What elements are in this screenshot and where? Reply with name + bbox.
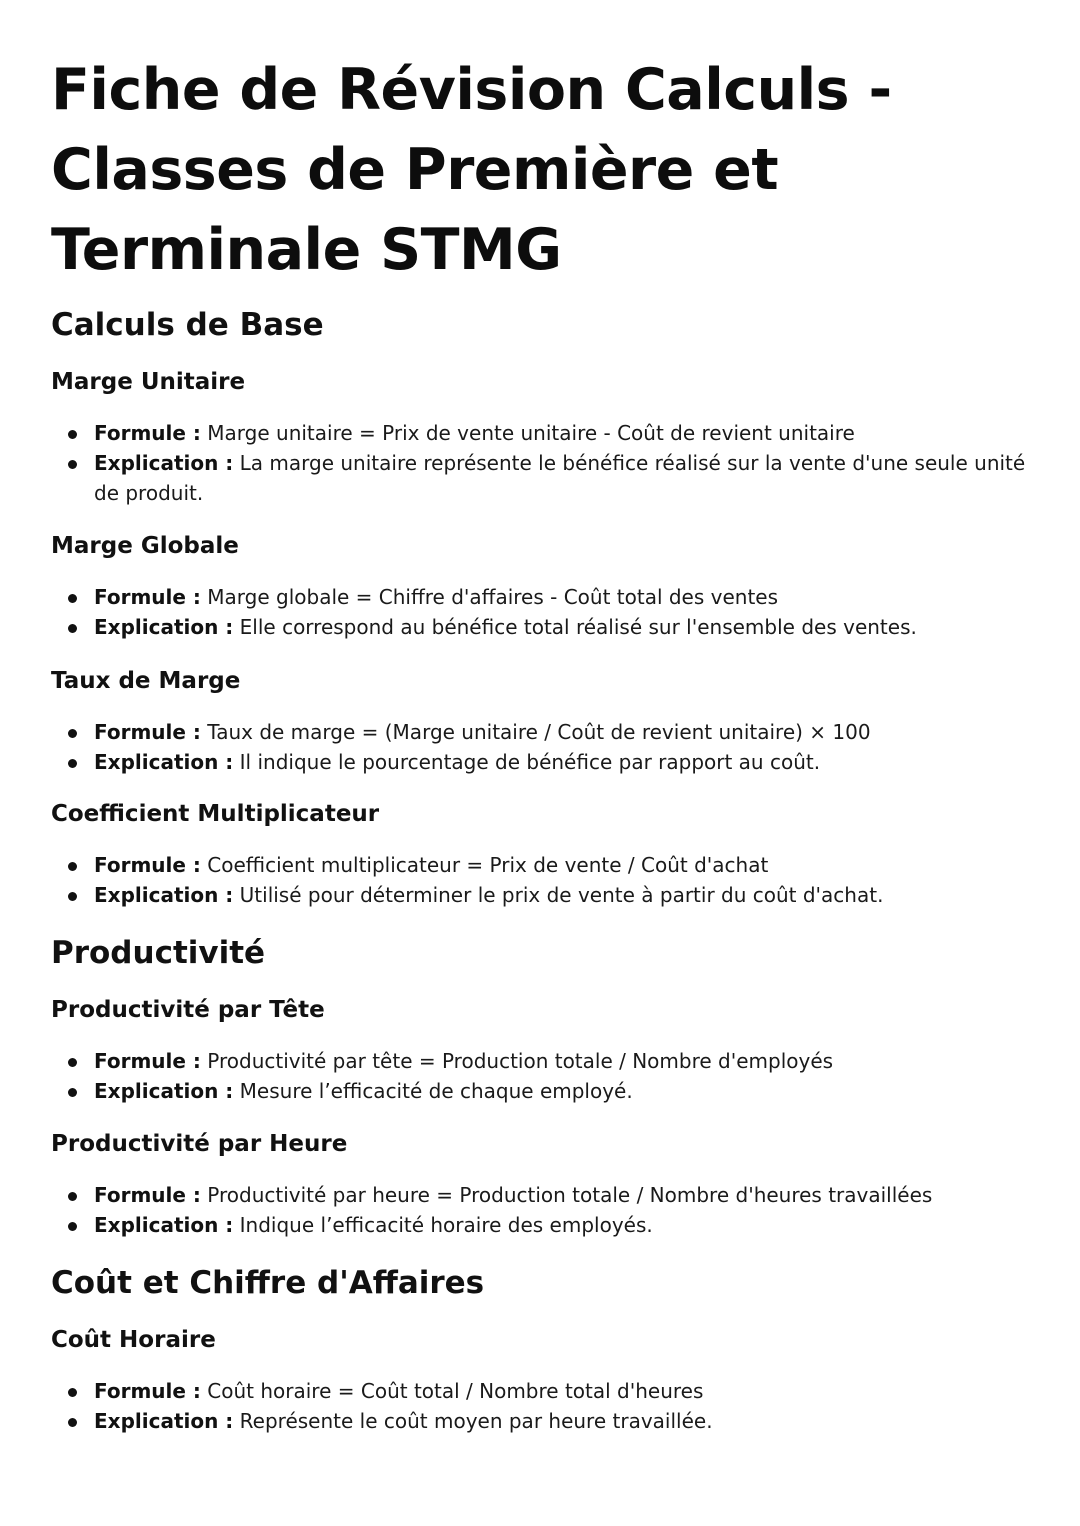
subsection-heading-productivite-par-heure: Productivité par Heure bbox=[51, 1131, 348, 1157]
list-item-explanation bbox=[94, 1406, 1030, 1436]
formula-text: Marge unitaire = Prix de vente unitaire - Coût de revient unitaire bbox=[207, 421, 855, 445]
formula-label: Formule : bbox=[94, 1183, 201, 1207]
subsection-heading-coefficient-multiplicateur: Coefficient Multiplicateur bbox=[51, 801, 380, 827]
explanation-text: Utilisé pour déterminer le prix de vente à partir du coût d'achat. bbox=[239, 883, 884, 907]
formula-label: Formule : bbox=[94, 421, 201, 445]
formula-label: Formule : bbox=[94, 853, 201, 877]
explanation-label: Explication : bbox=[94, 750, 234, 774]
formula-text: Taux de marge = (Marge unitaire / Coût de revient unitaire) × 100 bbox=[207, 720, 871, 744]
explanation-label: Explication : bbox=[94, 1079, 234, 1103]
explanation-text: La marge unitaire représente le bénéfice réalisé sur la vente d'une seule unité de produit. bbox=[94, 451, 1026, 505]
formula-list-marge-unitaire bbox=[51, 418, 1030, 508]
page-title: Fiche de Révision Calculs - Classes de Première et Terminale STMG bbox=[51, 57, 892, 283]
formula-text: Coût horaire = Coût total / Nombre total d'heures bbox=[207, 1379, 704, 1403]
list-item-formula bbox=[94, 717, 1030, 747]
subsection-heading-marge-unitaire: Marge Unitaire bbox=[51, 369, 246, 395]
explanation-text: Indique l’efficacité horaire des employés. bbox=[239, 1213, 653, 1237]
list-item-explanation bbox=[94, 1210, 1030, 1240]
section-heading-calculs-de-base: Calculs de Base bbox=[51, 307, 324, 343]
list-item-explanation bbox=[94, 880, 1030, 910]
explanation-text: Représente le coût moyen par heure travaillée. bbox=[239, 1409, 713, 1433]
explanation-label: Explication : bbox=[94, 883, 234, 907]
formula-label: Formule : bbox=[94, 585, 201, 609]
list-item-explanation bbox=[94, 747, 1030, 777]
subsection-heading-taux-de-marge: Taux de Marge bbox=[51, 668, 241, 694]
section-heading-productivite: Productivité bbox=[51, 935, 266, 971]
explanation-label: Explication : bbox=[94, 615, 234, 639]
formula-list-marge-globale bbox=[51, 582, 1030, 642]
list-item-formula bbox=[94, 582, 1030, 612]
list-item-explanation bbox=[94, 448, 1030, 508]
subsection-heading-productivite-par-tete: Productivité par Tête bbox=[51, 997, 325, 1023]
formula-text: Coefficient multiplicateur = Prix de vente / Coût d'achat bbox=[207, 853, 769, 877]
subsection-heading-marge-globale: Marge Globale bbox=[51, 533, 239, 559]
formula-label: Formule : bbox=[94, 1049, 201, 1073]
list-item-explanation bbox=[94, 1076, 1030, 1106]
explanation-text: Il indique le pourcentage de bénéfice par rapport au coût. bbox=[239, 750, 821, 774]
formula-label: Formule : bbox=[94, 1379, 201, 1403]
formula-text: Productivité par heure = Production totale / Nombre d'heures travaillées bbox=[207, 1183, 933, 1207]
list-item-formula bbox=[94, 1046, 1030, 1076]
formula-list-productivite-par-tete bbox=[51, 1046, 1030, 1106]
section-heading-cout-et-chiffre-d-affaires: Coût et Chiffre d'Affaires bbox=[51, 1265, 485, 1301]
explanation-text: Mesure l’efficacité de chaque employé. bbox=[239, 1079, 633, 1103]
list-item-explanation bbox=[94, 612, 1030, 642]
formula-list-productivite-par-heure bbox=[51, 1180, 1030, 1240]
subsection-heading-cout-horaire: Coût Horaire bbox=[51, 1327, 216, 1353]
list-item-formula bbox=[94, 1180, 1030, 1210]
list-item-formula bbox=[94, 850, 1030, 880]
explanation-label: Explication : bbox=[94, 1213, 234, 1237]
explanation-label: Explication : bbox=[94, 451, 234, 475]
explanation-label: Explication : bbox=[94, 1409, 234, 1433]
formula-text: Productivité par tête = Production totale / Nombre d'employés bbox=[207, 1049, 834, 1073]
list-item-formula bbox=[94, 1376, 1030, 1406]
formula-list-taux-de-marge bbox=[51, 717, 1030, 777]
formula-list-coefficient-multiplicateur bbox=[51, 850, 1030, 910]
explanation-text: Elle correspond au bénéfice total réalisé sur l'ensemble des ventes. bbox=[239, 615, 917, 639]
list-item-formula bbox=[94, 418, 1030, 448]
formula-label: Formule : bbox=[94, 720, 201, 744]
formula-list-cout-horaire bbox=[51, 1376, 1030, 1436]
formula-text: Marge globale = Chiffre d'affaires - Coût total des ventes bbox=[207, 585, 779, 609]
